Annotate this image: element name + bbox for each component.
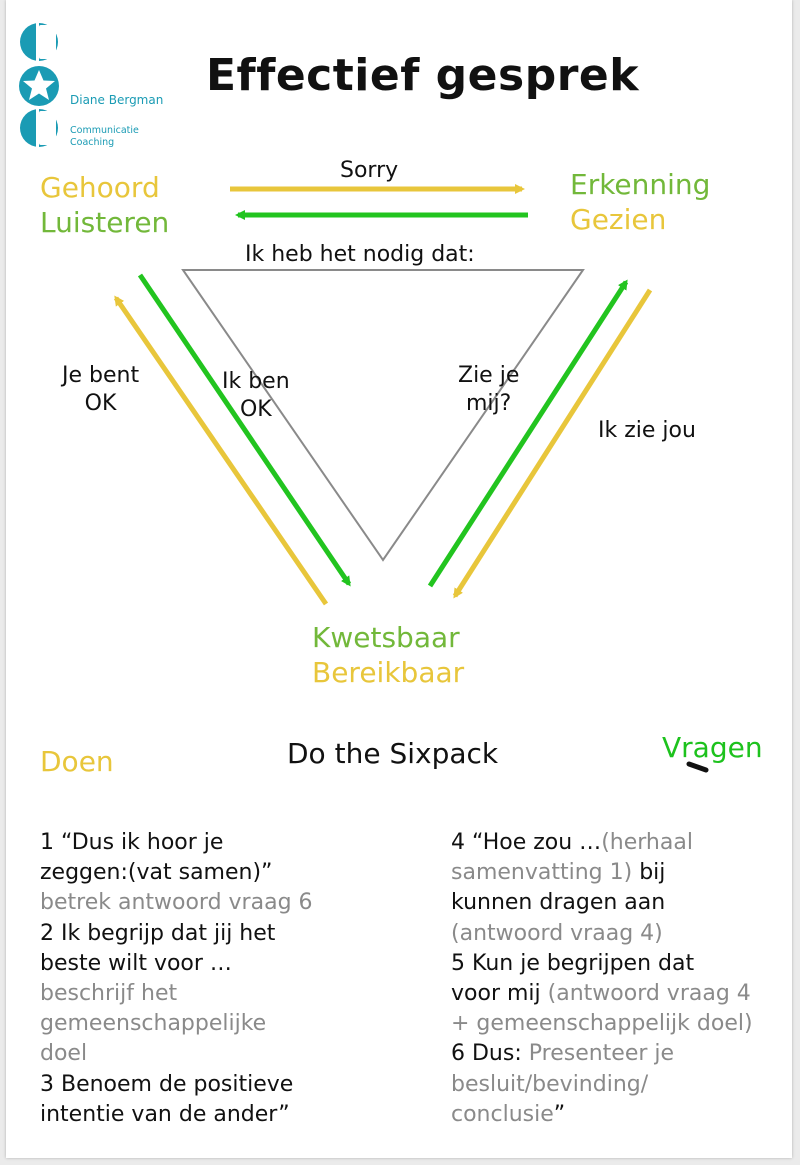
corner-label-gehoord: Gehoord — [40, 171, 160, 204]
steps-right-column — [451, 828, 791, 1130]
step-line — [451, 1039, 791, 1069]
step-line: betrek antwoord vraag 6 — [40, 890, 313, 916]
corner-label-kwetsbaar: Kwetsbaar — [312, 621, 460, 654]
step-text-part: (herhaal — [601, 830, 693, 855]
step-text-part: Presenteer je — [528, 1041, 675, 1067]
label-sorry: Sorry — [340, 158, 399, 183]
logo-icon — [19, 23, 59, 147]
label-line: OK — [239, 397, 272, 422]
label-ik-ben-ok — [222, 368, 290, 424]
step-text-part: bij — [639, 860, 666, 886]
corner-top-left — [40, 170, 169, 240]
step-text-part: 4 “Hoe zou … — [451, 830, 602, 855]
label-line: OK — [84, 391, 117, 416]
step-line: beste wilt voor … — [40, 950, 232, 976]
logo-star-circle-icon — [19, 66, 59, 106]
corner-top-right — [570, 167, 710, 237]
step-line — [451, 888, 791, 918]
brand-subtitle-line: Communicatie — [70, 125, 139, 136]
page-title: Effectief gesprek — [206, 50, 640, 101]
step-line — [451, 858, 791, 888]
corner-label-luisteren: Luisteren — [40, 206, 170, 239]
label-line: Ik ben — [222, 369, 290, 394]
arrow-left-yellow-up — [116, 298, 326, 604]
label-zie-je-mij — [458, 362, 519, 418]
brand-subtitle — [70, 125, 160, 149]
step-line — [451, 1070, 791, 1100]
sixpack-title: Do the Sixpack — [287, 737, 499, 770]
sixpack-vragen: Vragen — [662, 731, 763, 764]
step-line: 3 Benoem de positieve — [40, 1071, 294, 1097]
step-line: 2 Ik begrijp dat jij het — [40, 920, 276, 946]
logo-top-circle-icon — [20, 23, 58, 61]
logo-bottom-circle-icon — [20, 109, 58, 147]
step-text-part: conclusie — [451, 1101, 554, 1127]
step-line: beschrijf het — [40, 981, 178, 1007]
step-text-part: kunnen dragen aan — [451, 890, 666, 916]
label-je-bent-ok — [62, 362, 139, 418]
step-line: doel — [40, 1041, 88, 1067]
step-text-part: voor mij — [451, 981, 548, 1007]
label-ik-zie-jou: Ik zie jou — [598, 418, 696, 443]
corner-bottom — [312, 620, 464, 690]
step-line: intentie van de ander” — [40, 1101, 290, 1127]
arrow-right-green-up — [430, 282, 626, 586]
label-line: Zie je — [458, 363, 520, 388]
brand-name: Diane Bergman — [70, 93, 164, 107]
step-text-part: 6 Dus: — [451, 1041, 529, 1067]
step-text-part: (antwoord vraag 4 — [547, 981, 751, 1007]
arrow-left-green-down — [140, 275, 349, 584]
step-line: 1 “Dus ik hoor je — [40, 830, 224, 855]
label-line: mij? — [466, 391, 512, 416]
step-text-part: 5 Kun je begrijpen dat — [451, 950, 695, 976]
step-text-part: samenvatting 1) — [451, 860, 640, 886]
sixpack-doen: Doen — [40, 745, 114, 778]
step-text-part: besluit/bevinding/ — [451, 1071, 649, 1097]
step-line — [451, 1009, 791, 1039]
step-line: gemeenschappelijke — [40, 1011, 267, 1037]
step-text-part: (antwoord vraag 4) — [451, 920, 663, 946]
step-line — [451, 828, 791, 858]
label-need: Ik heb het nodig dat: — [245, 242, 475, 267]
step-line — [451, 949, 791, 979]
step-text-part: ” — [553, 1101, 566, 1127]
step-text-part: + gemeenschappelijk doel) — [451, 1011, 753, 1037]
brand-subtitle-line: Coaching — [70, 137, 115, 148]
step-line: zeggen:(vat samen)” — [40, 860, 273, 886]
corner-label-erkenning: Erkenning — [570, 168, 711, 201]
label-line: Je bent — [62, 363, 140, 388]
step-line — [451, 1100, 791, 1130]
steps-left-column — [40, 828, 400, 1130]
step-line — [451, 979, 791, 1009]
step-line — [451, 919, 791, 949]
corner-label-bereikbaar: Bereikbaar — [312, 656, 465, 689]
corner-label-gezien: Gezien — [570, 203, 667, 236]
